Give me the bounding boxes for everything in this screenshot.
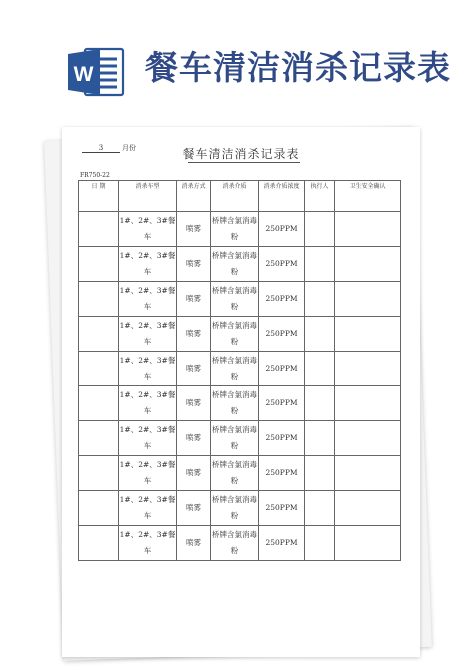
cell-method: 喷雾 bbox=[177, 491, 211, 526]
cell-executor[interactable] bbox=[305, 281, 335, 316]
cell-concentration: 250PPM bbox=[259, 351, 305, 386]
cell-medium: 桥牌含氯消毒粉 bbox=[211, 526, 259, 561]
cell-concentration: 250PPM bbox=[259, 316, 305, 351]
column-header-medium: 消杀介质 bbox=[211, 181, 259, 212]
cell-executor[interactable] bbox=[305, 421, 335, 456]
cell-confirm[interactable] bbox=[335, 351, 401, 386]
word-document-icon bbox=[68, 46, 126, 98]
table-row bbox=[79, 281, 401, 316]
column-header-confirm: 卫生安全确认 bbox=[335, 181, 401, 212]
banner-title: 餐车清洁消杀记录表 bbox=[145, 48, 451, 87]
cell-method: 喷雾 bbox=[177, 316, 211, 351]
cell-concentration: 250PPM bbox=[259, 491, 305, 526]
cell-method: 喷雾 bbox=[177, 246, 211, 281]
cell-car: 1#、2#、3#餐车 bbox=[119, 316, 177, 351]
cell-date[interactable] bbox=[79, 421, 119, 456]
cell-medium: 桥牌含氯消毒粉 bbox=[211, 351, 259, 386]
cell-car: 1#、2#、3#餐车 bbox=[119, 421, 177, 456]
cell-medium: 桥牌含氯消毒粉 bbox=[211, 316, 259, 351]
cell-car: 1#、2#、3#餐车 bbox=[119, 246, 177, 281]
table-row bbox=[79, 491, 401, 526]
cell-date[interactable] bbox=[79, 246, 119, 281]
document-title: 餐车清洁消杀记录表 bbox=[182, 147, 300, 161]
cell-date[interactable] bbox=[79, 316, 119, 351]
table-row bbox=[79, 456, 401, 491]
month-value: 3 bbox=[82, 144, 120, 153]
cell-medium: 桥牌含氯消毒粉 bbox=[211, 491, 259, 526]
form-code: FR750-22 bbox=[80, 172, 110, 179]
cell-method: 喷雾 bbox=[177, 386, 211, 421]
cell-executor[interactable] bbox=[305, 456, 335, 491]
cell-method: 喷雾 bbox=[177, 212, 211, 247]
cell-confirm[interactable] bbox=[335, 421, 401, 456]
cell-executor[interactable] bbox=[305, 316, 335, 351]
cell-date[interactable] bbox=[79, 491, 119, 526]
cell-medium: 桥牌含氯消毒粉 bbox=[211, 246, 259, 281]
cell-executor[interactable] bbox=[305, 246, 335, 281]
cell-confirm[interactable] bbox=[335, 246, 401, 281]
cell-date[interactable] bbox=[79, 526, 119, 561]
cell-method: 喷雾 bbox=[177, 456, 211, 491]
cell-medium: 桥牌含氯消毒粉 bbox=[211, 456, 259, 491]
header-banner bbox=[0, 0, 474, 115]
cell-method: 喷雾 bbox=[177, 281, 211, 316]
cell-concentration: 250PPM bbox=[259, 421, 305, 456]
cell-car: 1#、2#、3#餐车 bbox=[119, 281, 177, 316]
cell-confirm[interactable] bbox=[335, 212, 401, 247]
cell-executor[interactable] bbox=[305, 386, 335, 421]
cell-confirm[interactable] bbox=[335, 526, 401, 561]
column-header-method: 消杀方式 bbox=[177, 181, 211, 212]
table-row bbox=[79, 386, 401, 421]
table-row bbox=[79, 526, 401, 561]
table-header-row bbox=[79, 181, 401, 212]
cell-date[interactable] bbox=[79, 386, 119, 421]
cell-car: 1#、2#、3#餐车 bbox=[119, 386, 177, 421]
cell-date[interactable] bbox=[79, 212, 119, 247]
cell-medium: 桥牌含氯消毒粉 bbox=[211, 421, 259, 456]
cell-car: 1#、2#、3#餐车 bbox=[119, 456, 177, 491]
cell-medium: 桥牌含氯消毒粉 bbox=[211, 212, 259, 247]
month-label: 月份 bbox=[122, 144, 136, 152]
cell-medium: 桥牌含氯消毒粉 bbox=[211, 386, 259, 421]
table-row bbox=[79, 421, 401, 456]
cell-confirm[interactable] bbox=[335, 386, 401, 421]
cell-car: 1#、2#、3#餐车 bbox=[119, 526, 177, 561]
disinfection-log-table bbox=[78, 180, 401, 561]
cell-date[interactable] bbox=[79, 456, 119, 491]
cell-medium: 桥牌含氯消毒粉 bbox=[211, 281, 259, 316]
cell-car: 1#、2#、3#餐车 bbox=[119, 212, 177, 247]
cell-method: 喷雾 bbox=[177, 351, 211, 386]
column-header-executor: 执行人 bbox=[305, 181, 335, 212]
column-header-car: 消杀车型 bbox=[119, 181, 177, 212]
cell-concentration: 250PPM bbox=[259, 456, 305, 491]
cell-method: 喷雾 bbox=[177, 421, 211, 456]
cell-executor[interactable] bbox=[305, 491, 335, 526]
cell-date[interactable] bbox=[79, 281, 119, 316]
cell-car: 1#、2#、3#餐车 bbox=[119, 351, 177, 386]
cell-confirm[interactable] bbox=[335, 456, 401, 491]
cell-confirm[interactable] bbox=[335, 281, 401, 316]
table-row bbox=[79, 246, 401, 281]
title-underline bbox=[188, 162, 300, 163]
word-icon-letter: W bbox=[73, 63, 94, 86]
column-header-concentration: 消杀介质浓度 bbox=[259, 181, 305, 212]
table-row bbox=[79, 316, 401, 351]
document-page bbox=[62, 127, 420, 657]
column-header-date: 日 期 bbox=[79, 181, 119, 212]
cell-confirm[interactable] bbox=[335, 491, 401, 526]
cell-car: 1#、2#、3#餐车 bbox=[119, 491, 177, 526]
cell-executor[interactable] bbox=[305, 351, 335, 386]
cell-executor[interactable] bbox=[305, 212, 335, 247]
cell-concentration: 250PPM bbox=[259, 212, 305, 247]
cell-date[interactable] bbox=[79, 351, 119, 386]
cell-confirm[interactable] bbox=[335, 316, 401, 351]
cell-concentration: 250PPM bbox=[259, 281, 305, 316]
table-row bbox=[79, 351, 401, 386]
table-row bbox=[79, 212, 401, 247]
cell-method: 喷雾 bbox=[177, 526, 211, 561]
cell-concentration: 250PPM bbox=[259, 246, 305, 281]
cell-concentration: 250PPM bbox=[259, 386, 305, 421]
cell-concentration: 250PPM bbox=[259, 526, 305, 561]
cell-executor[interactable] bbox=[305, 526, 335, 561]
